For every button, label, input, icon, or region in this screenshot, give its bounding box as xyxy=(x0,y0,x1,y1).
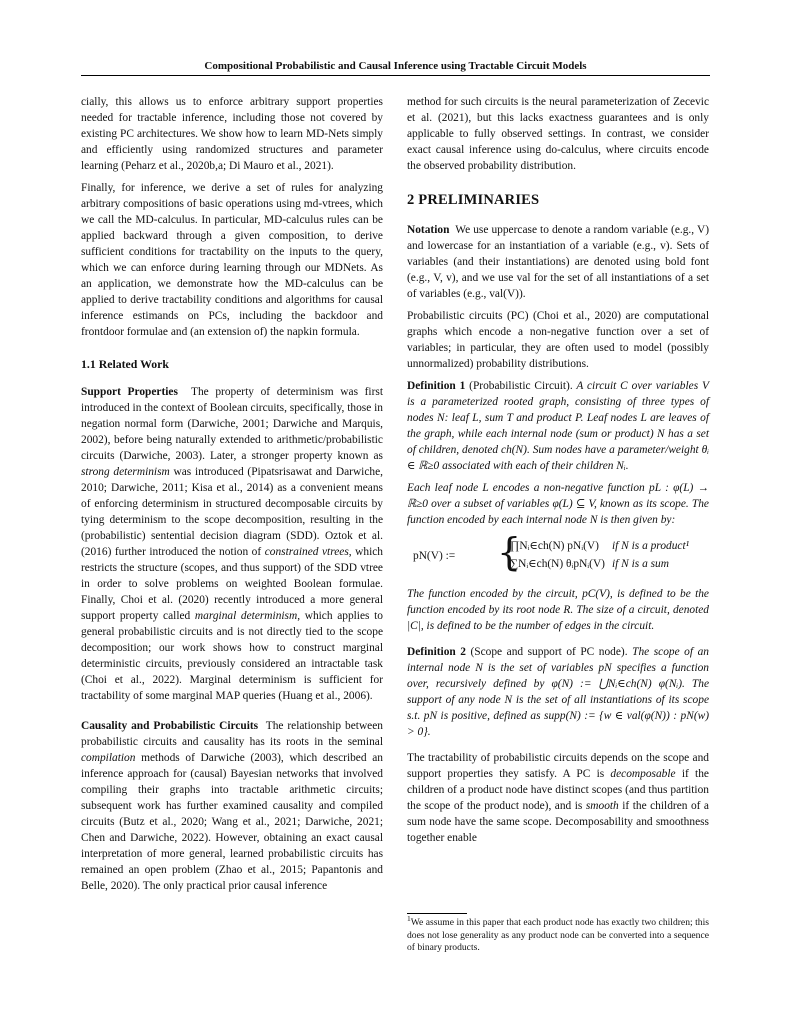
definition-body: A circuit C over variables V is a parameterized rooted graph, consisting of three types of nodes N: leaf L, sum T and product P. Leaf nodes L are leaves of the graph, while each internal node (sum or product) N has a set of children, denoted ch(N). Sum nodes have a parameter/weight θᵢ ∈ ℝ≥0 associated with each of their children Nᵢ. xyxy=(407,380,709,472)
text: , which applies to general probabilistic circuits and is not directly tied to the scope decomposition; our work shows how to construct marginal deterministic circuits, previously considered an intractable task (Choi et al., 2022). Marginal determinism is sufficient for tractability of some marginal MAP queries (Huang et al., 2006). xyxy=(81,610,383,702)
definition-1-leaf: Each leaf node L encodes a non-negative function pL : φ(L) → ℝ≥0 over a subset of variables φ(L) ⊆ V, known as its scope. The function encoded by each internal node N is then given by: xyxy=(407,482,709,526)
equation-cond-sum: if N is a sum xyxy=(612,558,669,570)
emphasis: smooth xyxy=(585,800,619,812)
paragraph: method for such circuits is the neural parameterization of Zecevic et al. (2021), but this lacks exactness guarantees and is only applicable to fully observed settings. In contrast, we consider exact causal inference using do-calculus, where circuits encode the observed probability distribution. xyxy=(407,96,709,172)
paragraph-causality xyxy=(81,718,383,894)
text: if the children of a sum node have the same scope. Decomposability and smoothness together enable xyxy=(407,800,709,844)
equation-row-product: ∏Nᵢ∈ch(N) pNᵢ(V) xyxy=(510,540,599,552)
footnote xyxy=(407,913,709,955)
text: was introduced (Pipatsrisawat and Darwiche, 2010; Darwiche, 2011; Kisa et al., 2014) as a convenient means of enforcing determinism in structured decomposable circuits by tying determinism to the scope decomposition, resulting in the (probabilistic) sentential decision diagram (SDD). Oztok et al. (2016) further introduced the notion of xyxy=(81,466,383,558)
definition-name: (Probabilistic Circuit). xyxy=(469,380,573,392)
definition-2 xyxy=(407,644,709,740)
section-heading-related-work: 1.1 Related Work xyxy=(81,357,169,371)
emphasis: compilation xyxy=(81,752,136,764)
definition-label: Definition 1 xyxy=(407,380,466,392)
paragraph-notation xyxy=(407,222,709,302)
left-column xyxy=(81,94,383,900)
paragraph: Probabilistic circuits (PC) (Choi et al., 2020) are computational graphs which encode a non-negative function over a set of variables; in particular, they are often used to model (possibly unnormalized) probability distributions. xyxy=(407,310,709,370)
footnote-rule xyxy=(407,913,467,914)
brace: { xyxy=(497,530,522,574)
paragraph-support-properties xyxy=(81,384,383,704)
text: if the children of a product node have distinct scopes (and thus partition the scope of the product node), and is xyxy=(407,768,709,812)
paragraph: cially, this allows us to enforce arbitrary support properties needed for tractable inference, including those not covered by existing PC architectures. We show how to learn MD-Nets simply and efficiently using randomized structures and parameter learning (Peharz et al., 2020b,a; Di Mauro et al., 2021). xyxy=(81,96,383,172)
runin-heading: Support Properties xyxy=(81,386,178,398)
text: methods of Darwiche (2003), which described an inference approach for (causal) Bayesian networks that involved compiling their graphs into tractable arithmetic circuits; subsequent work has further examined causality and compiled circuits (Butz et al., 2020; Wang et al., 2021; Darwiche, 2021; Chen and Darwiche, 2022). However, obtaining an exact causal interpretation of more general, learned probabilistic circuits has remained an open problem (Zhao et al., 2015; Papantonis and Belle, 2020). The only practical prior causal inference xyxy=(81,752,383,892)
equation-row-sum: ∑Nᵢ∈ch(N) θᵢpNᵢ(V) xyxy=(510,558,605,570)
paragraph: Finally, for inference, we derive a set of rules for analyzing arbitrary compositions of basic operations using md-vtrees, which we call the MD-calculus. In particular, MD-calculus rules can be applied backward through a given composition, to derive sufficient conditions for tractability on the inputs to the query, which we can enforce during learning through our MDNets. As an application, we demonstrate how the MD-calculus can be applied to derive tractability conditions and algorithms for causal inference estimands on PCs, including the backdoor and frontdoor formulae and (an extension of) the napkin formula. xyxy=(81,182,383,338)
equation-lhs: pN(V) := xyxy=(413,550,456,562)
emphasis: strong determinism xyxy=(81,466,170,478)
definition-body: The scope of an internal node N is the set of variables pN specifies a function over, recursively defined by φ(N) := ⋃Nᵢ∈ch(N) φ(Nᵢ). The support of any node N is the set of all instantiations of its scope s.t. pN is positive, defined as supp(N) := {w ∈ val(φ(N)) : pN(w) > 0}. xyxy=(407,646,709,738)
equation-cond-product: if N is a product¹ xyxy=(612,540,690,552)
emphasis: marginal determinism xyxy=(194,610,298,622)
equation-pn xyxy=(407,530,709,576)
footnote-mark: 1 xyxy=(407,913,411,923)
definition-1-tail: The function encoded by the circuit, pC(V), is defined to be the function encoded by its root node R. The size of a circuit, denoted |C|, is defined to be the number of edges in the circuit. xyxy=(407,588,709,632)
definition-label: Definition 2 xyxy=(407,646,466,658)
section-heading-preliminaries: 2 PRELIMINARIES xyxy=(407,192,540,208)
runin-heading: Causality and Probabilistic Circuits xyxy=(81,720,259,732)
definition-name: (Scope and support of PC node). xyxy=(470,646,628,658)
header-rule xyxy=(81,75,710,76)
running-title: Compositional Probabilistic and Causal Inference using Tractable Circuit Models xyxy=(204,60,587,72)
text: The tractability of probabilistic circuits depends on the scope and support properties they satisfy. A PC is xyxy=(407,752,709,780)
definition-1 xyxy=(407,378,709,474)
emphasis: constrained vtrees xyxy=(264,546,349,558)
text: We use uppercase to denote a random variable (e.g., V) and lowercase for an instantiation of a variable (e.g., v). Sets of variables (and their instantiations) are denoted using bold font (e.g., V, v), and we use val for the set of all instantiations of a set of variables (e.g., val(V)). xyxy=(407,224,709,300)
right-column xyxy=(407,94,709,852)
emphasis: decomposable xyxy=(610,768,676,780)
footnote-text: We assume in this paper that each product node has exactly two children; this does not lose generality as any product node can be converted into a sequence of binary products. xyxy=(407,917,709,953)
runin-heading: Notation xyxy=(407,224,450,236)
paragraph-tractability xyxy=(407,750,709,846)
text: The relationship between probabilistic circuits and causality has its roots in the seminal xyxy=(81,720,383,748)
text: , which restricts the structure (scopes, and thus support) of the SDD vtree in order to solve problems on weighted Boolean formulae. Finally, Choi et al. (2020) recently introduced a more general support property called xyxy=(81,546,383,622)
text: The property of determinism was first introduced in the context of Boolean circuits, specifically, those in negation normal form (Darwiche, 2001; Darwiche and Marquis, 2002), before being naturally extended to arithmetic/probabilistic circuits (Darwiche, 2003). Later, a stronger property known as xyxy=(81,386,383,462)
